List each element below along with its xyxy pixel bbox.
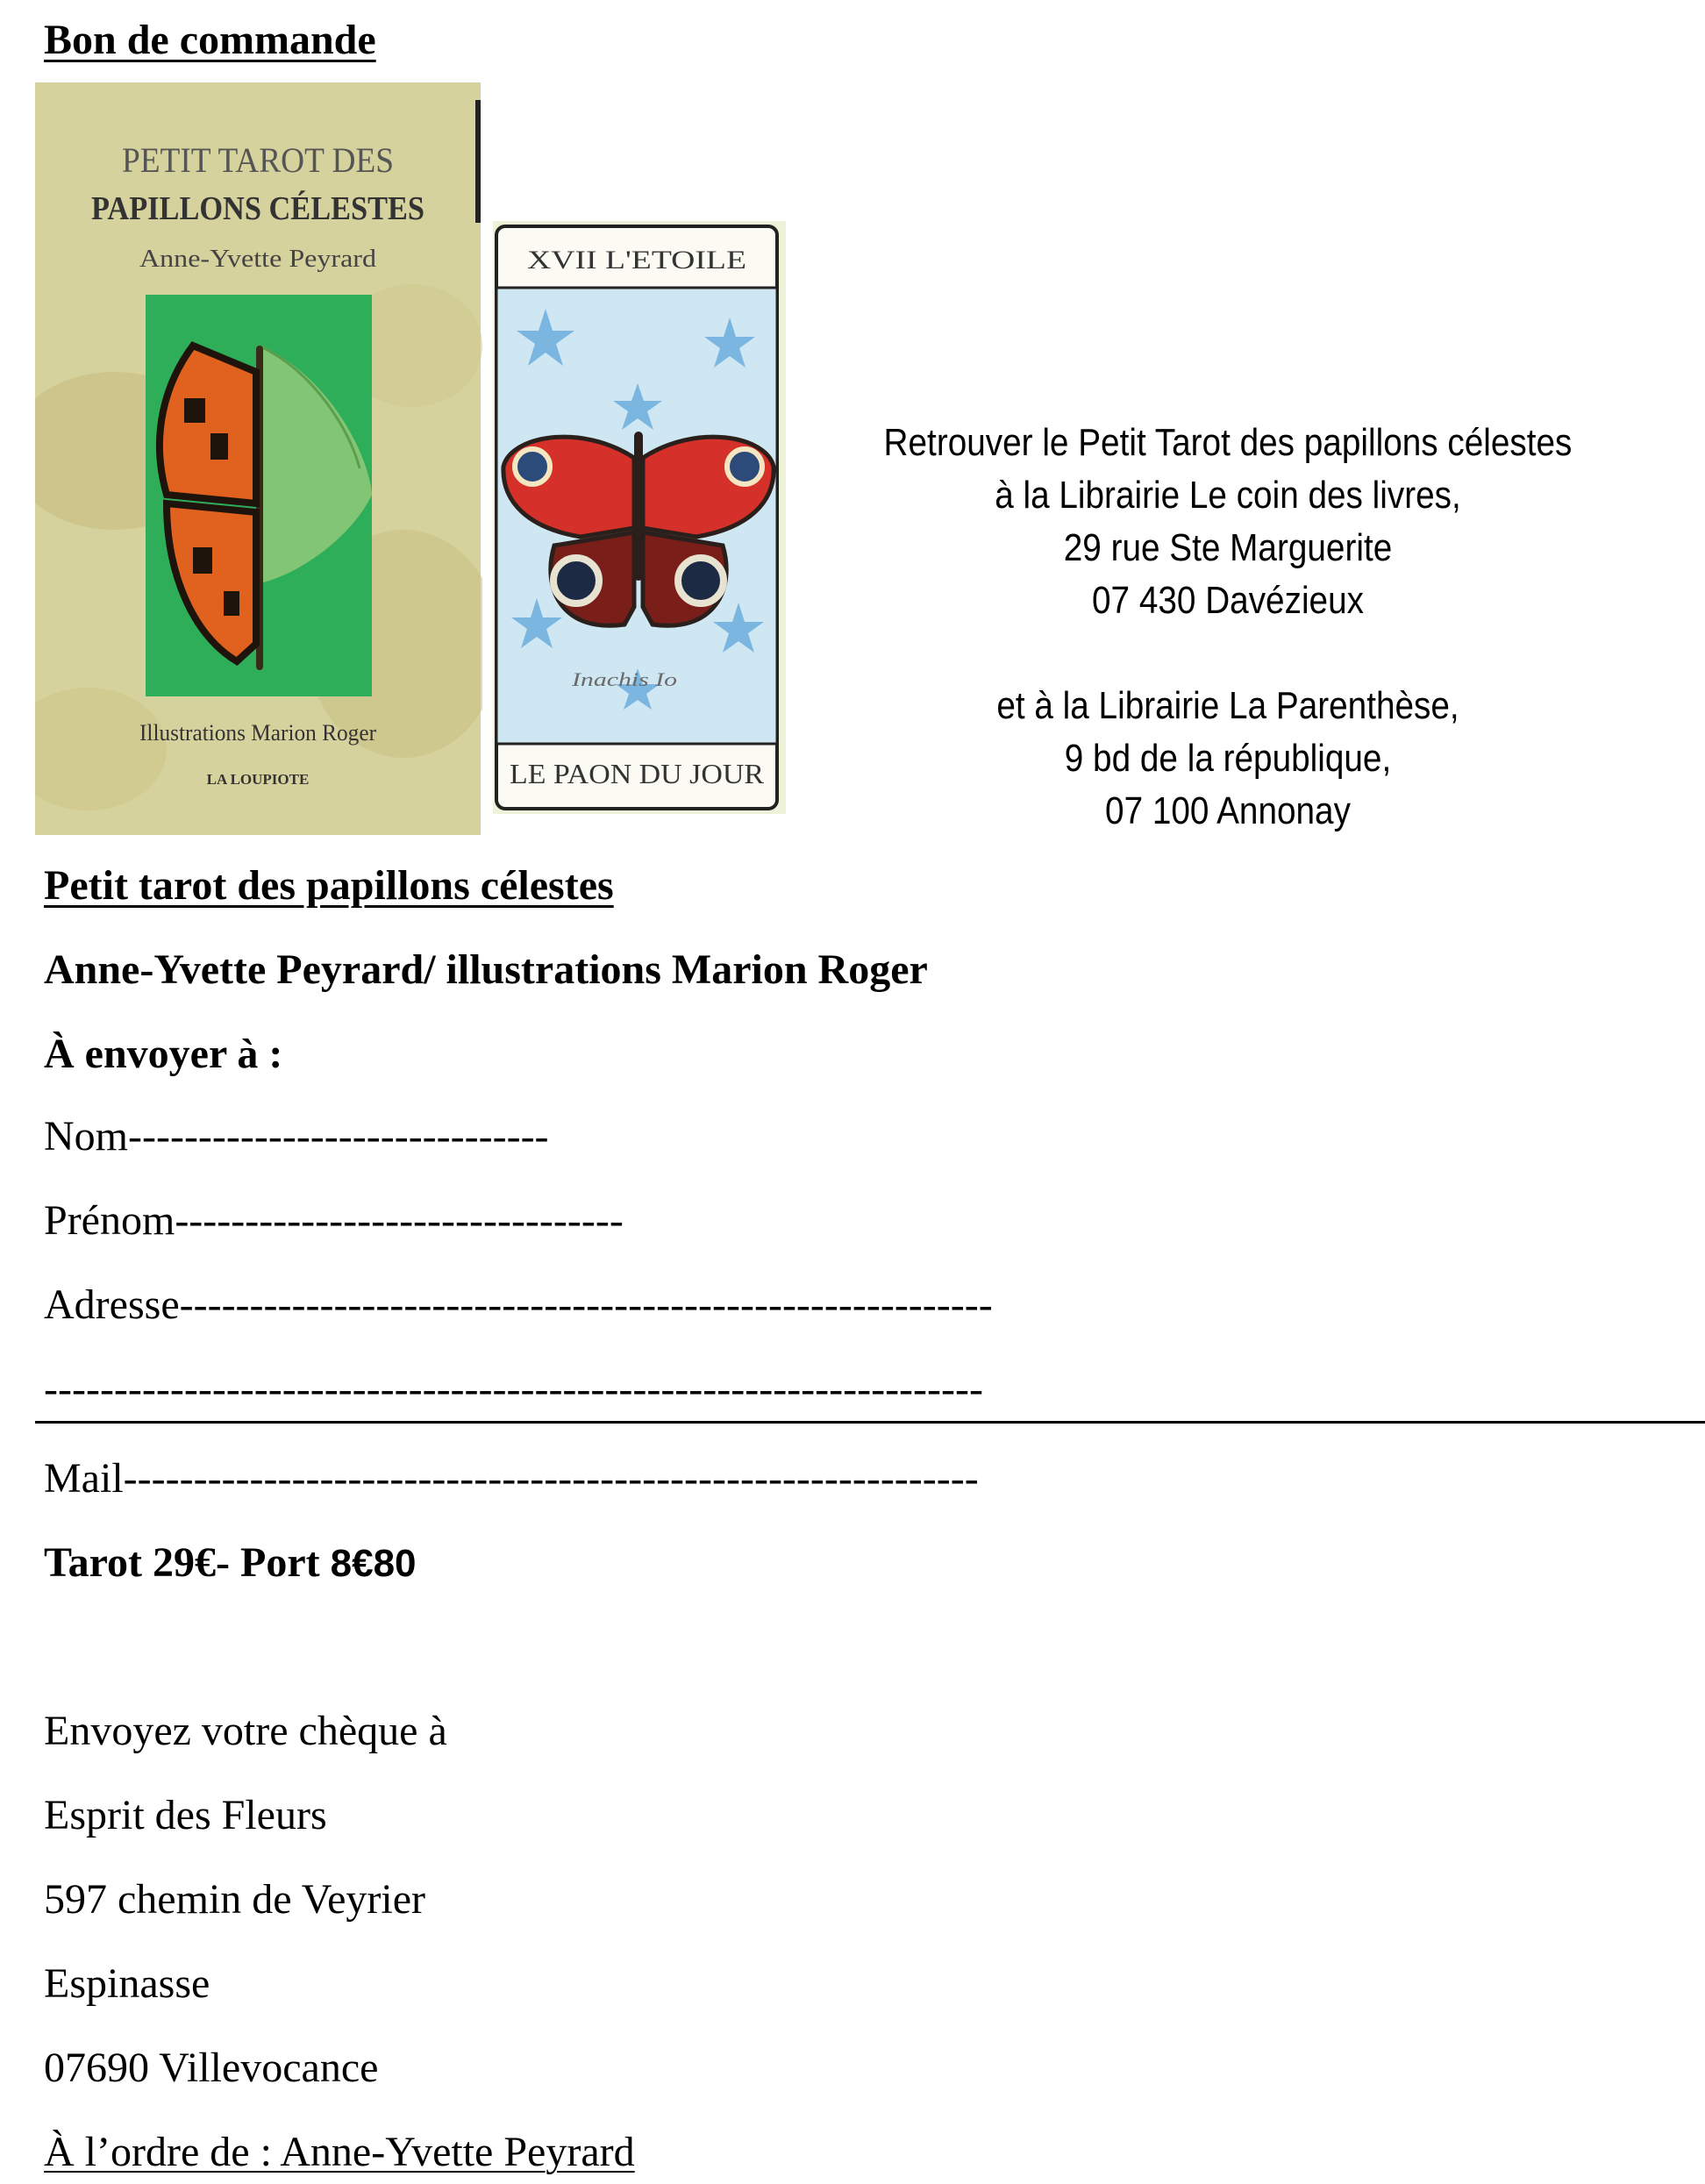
retail-line [826, 627, 1629, 680]
retail-info [826, 417, 1629, 838]
payee-city: 07690 Villevocance [44, 2045, 379, 2091]
retail-line: et à la Librairie La Parenthèse, [996, 684, 1459, 727]
retail-line: 07 430 Davézieux [1092, 579, 1364, 622]
cover-title-line1: PETIT TAROT DES [122, 140, 394, 180]
payee-locality: Espinasse [44, 1960, 210, 2007]
cover-author: Anne-Yvette Peyrard [139, 246, 376, 273]
send-to-label: À envoyer à : [44, 1031, 283, 1077]
page-title: Bon de commande [44, 17, 376, 63]
mail-field: Mail------------------------------------------------------------- [44, 1455, 979, 1502]
retail-line: 9 bd de la république, [1064, 737, 1392, 780]
product-title: Petit tarot des papillons célestes [44, 862, 614, 909]
nom-field: Nom------------------------------ [44, 1113, 549, 1160]
retail-line: 07 100 Annonay [1105, 789, 1351, 832]
card-bottom-label: LE PAON DU JOUR [510, 758, 765, 789]
cheque-order: À l’ordre de : Anne-Yvette Peyrard [44, 2129, 635, 2175]
payment-instruction: Envoyez votre chèque à [44, 1708, 447, 1754]
card-signature: Inachis Io [570, 668, 677, 690]
payee-name: Esprit des Fleurs [44, 1792, 327, 1838]
tarot-card-image [493, 221, 786, 814]
retail-line: à la Librairie Le coin des livres, [995, 474, 1461, 517]
payee-street: 597 chemin de Veyrier [44, 1876, 425, 1923]
adresse-field: Adresse---------------------------------------------------------- [44, 1281, 993, 1328]
tarot-price: Tarot 29€- Port [44, 1539, 331, 1586]
prenom-field: Prénom-------------------------------- [44, 1197, 624, 1244]
card-top-label: XVII L'ETOILE [527, 246, 746, 275]
book-cover-image [35, 82, 482, 837]
retail-line: Retrouver le Petit Tarot des papillons célestes [883, 421, 1573, 464]
adresse-line2: ------------------------------------------------------------------- [44, 1366, 983, 1412]
divider [35, 1421, 1705, 1424]
cover-illustrator: Illustrations Marion Roger [139, 720, 377, 746]
cover-title-line2: PAPILLONS CÉLESTES [91, 190, 424, 227]
product-credits: Anne-Yvette Peyrard/ illustrations Marion Roger [44, 946, 928, 993]
price-line [44, 1539, 417, 1586]
retail-line: 29 rue Ste Marguerite [1063, 526, 1393, 569]
shipping-price: 8€80 [330, 1542, 417, 1585]
cover-publisher: LA LOUPIOTE [206, 771, 310, 788]
